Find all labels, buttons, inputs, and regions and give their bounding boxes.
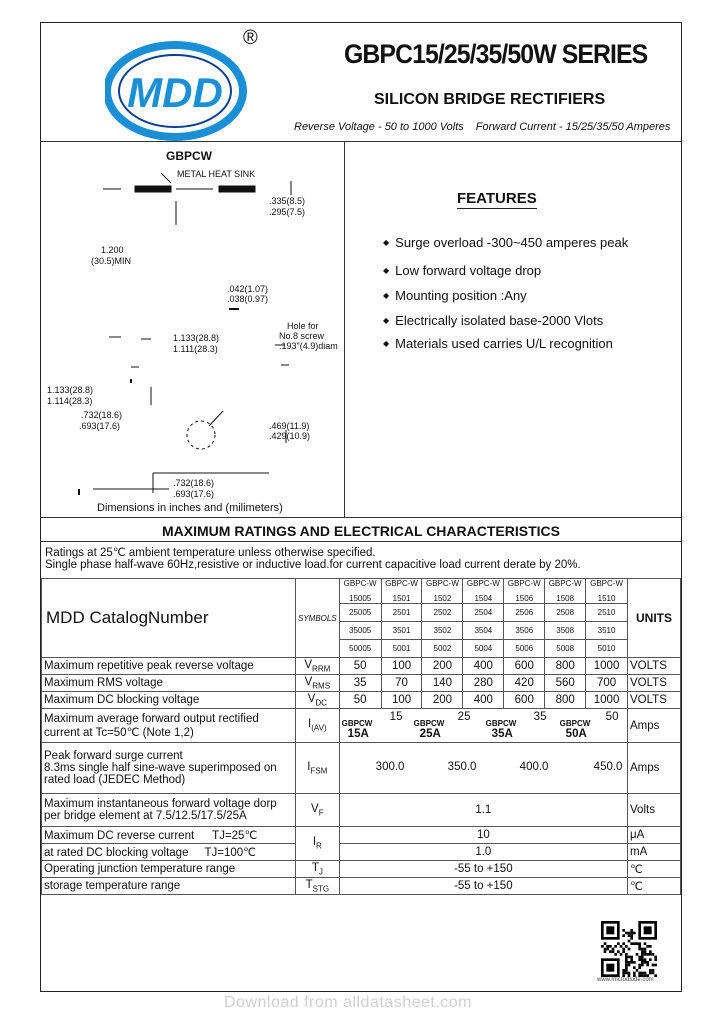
feature-item: ◆ Mounting position :Any xyxy=(383,288,527,303)
mdd-logo xyxy=(105,35,255,145)
datasheet-page xyxy=(40,22,682,992)
dim-body-width-min: 1.111(28.3) xyxy=(173,344,218,354)
heading-divider xyxy=(41,541,681,542)
dim-thickness-max: .335(8.5) xyxy=(269,196,306,206)
hole-note-2: No.8 screw xyxy=(279,331,325,341)
dim-body-height-min: 1.114(28.3) xyxy=(47,396,93,406)
watermark: Download from alldatasheet.com xyxy=(224,994,473,1011)
bullet-icon: ◆ xyxy=(383,316,390,325)
units-label: UNITS xyxy=(628,579,681,658)
symbols-label: SYMBOLS xyxy=(295,579,339,658)
bullet-icon: ◆ xyxy=(383,291,390,300)
table-row: Maximum DC blocking voltage $V_{DC}$ 50 100 200 400 600 800 1000 VOLTS xyxy=(42,692,681,709)
table-row: storage temperature range $T_{STG}$ -55 to +150 ℃ xyxy=(42,878,681,895)
feature-item: ◆ Low forward voltage drop xyxy=(383,263,542,278)
qr-caption: www.microdiode.com xyxy=(597,977,654,983)
dim-hole-horiz-min: .693(17.6) xyxy=(173,489,215,499)
forward-current: Forward Current - 15/25/35/50 Amperes xyxy=(475,121,671,133)
table-row: at rated DC blocking voltage TJ=100℃ 1.0 mA xyxy=(42,844,681,861)
heat-sink-label: METAL HEAT SINK xyxy=(177,169,256,179)
dim-thickness-min: .295(7.5) xyxy=(269,207,306,217)
dim-lead-width-max: .042(1.07) xyxy=(227,284,269,294)
features-heading: FEATURES xyxy=(457,190,537,207)
table-row: Peak forward surge current 8.3ms single half sine-wave superimposed on rated load (JEDEC Method) $I_{FSM}$ 300.0 350.0 400.0 450.0 Amps xyxy=(42,743,681,794)
catalog-label: MDD CatalogNumber xyxy=(42,579,296,658)
dim-hole-vert-min: .693(17.6) xyxy=(79,421,121,431)
ratings-heading: MAXIMUM RATINGS AND ELECTRICAL CHARACTERISTICS xyxy=(162,523,560,539)
dim-body-width-max: 1.133(28.8) xyxy=(173,333,220,343)
header-divider xyxy=(41,141,681,142)
dim-hole-side-min: .429(10.9) xyxy=(269,431,311,441)
surge-cell: 300.0 350.0 400.0 450.0 xyxy=(339,743,627,794)
bullet-icon: ◆ xyxy=(383,266,390,275)
ratings-table xyxy=(41,578,681,895)
column-divider xyxy=(344,141,345,517)
logo-text: MDD xyxy=(127,69,223,116)
dim-hole-horiz-max: .732(18.6) xyxy=(173,478,215,488)
table-row: MDD CatalogNumber SYMBOLS GBPC-W 15005 GBPC-W 1501 GBPC-W 1502 GBPC-W 1504 GBPC-W 1506 GBPC-W 1508 GBPC-W 1510 UNITS xyxy=(42,579,681,604)
product-subtitle: SILICON BRIDGE RECTIFIERS xyxy=(374,91,606,108)
dim-hole-vert-max: .732(18.6) xyxy=(81,410,123,420)
ratings-note-1: Ratings at 25℃ ambient temperature unless otherwise specified. xyxy=(45,547,376,559)
bullet-icon: ◆ xyxy=(383,339,390,348)
ratings-note-2: Single phase half-wave 60Hz,resistive or inductive load.for current capacitive load current derate by 20%. xyxy=(45,559,581,571)
table-row: 35005 3501 3502 3504 3506 3508 3510 xyxy=(42,622,681,640)
section-divider xyxy=(41,517,681,518)
ratings-line xyxy=(294,121,682,133)
feature-item: ◆ Materials used carries U/L recognition xyxy=(383,336,613,351)
table-row: 50005 5001 5002 5004 5006 5008 5010 xyxy=(42,640,681,658)
registered-mark: ® xyxy=(243,27,258,49)
hole-note-1: Hole for xyxy=(287,321,319,331)
avg-current-cell: GBPCW 15A 15 GBPCW 25A 25 GBPCW 35A 35 GBPCW 50A 50 xyxy=(339,709,627,743)
dim-lead-length-mm: (30.5)MIN xyxy=(91,256,132,266)
hole-note-3: .193"(4.9)diam xyxy=(279,341,338,351)
dim-hole-side-max: .469(11.9) xyxy=(269,421,310,431)
table-row: Maximum repetitive peak reverse voltage $V_{RRM}$ 50 100 200 400 600 800 1000 VOLTS xyxy=(42,658,681,675)
dim-lead-length: 1.200 xyxy=(101,245,124,255)
dim-body-height-max: 1.133(28.8) xyxy=(47,385,94,395)
table-row: Maximum average forward output rectified current at Tc=50℃ (Note 1,2) $I_{(AV)}$ GBPCW 15A 15 GBPCW 25A 25 GBPCW 35A 35 GBPCW 50A 50 Amps xyxy=(42,709,681,743)
series-title: GBPC15/25/35/50W SERIES xyxy=(344,39,648,69)
table-row: Operating junction temperature range $T_J$ -55 to +150 ℃ xyxy=(42,861,681,878)
bullet-icon: ◆ xyxy=(383,238,390,247)
feature-item: ◆ Surge overload -300~450 amperes peak xyxy=(383,235,629,250)
reverse-voltage: Reverse Voltage - 50 to 1000 Volts xyxy=(294,121,464,133)
qr-code xyxy=(601,921,657,977)
dim-lead-width-min: .038(0.97) xyxy=(227,294,269,304)
table-row: Maximum instantaneous forward voltage dorp per bridge element at 7.5/12.5/17.5/25A $V_F$ 1.1 Volts xyxy=(42,794,681,827)
feature-item: ◆ Electrically isolated base-2000 Vlots xyxy=(383,313,604,328)
table-row: Maximum DC reverse current TJ=25℃ $I_R$ 10 μA xyxy=(42,827,681,844)
dimension-caption: Dimensions in inches and (milimeters) xyxy=(97,502,283,514)
package-label: GBPCW xyxy=(166,149,212,163)
table-row: 25005 2501 2502 2504 2506 2508 2510 xyxy=(42,604,681,622)
table-row: Maximum RMS voltage $V_{RMS}$ 35 70 140 280 420 560 700 VOLTS xyxy=(42,675,681,692)
